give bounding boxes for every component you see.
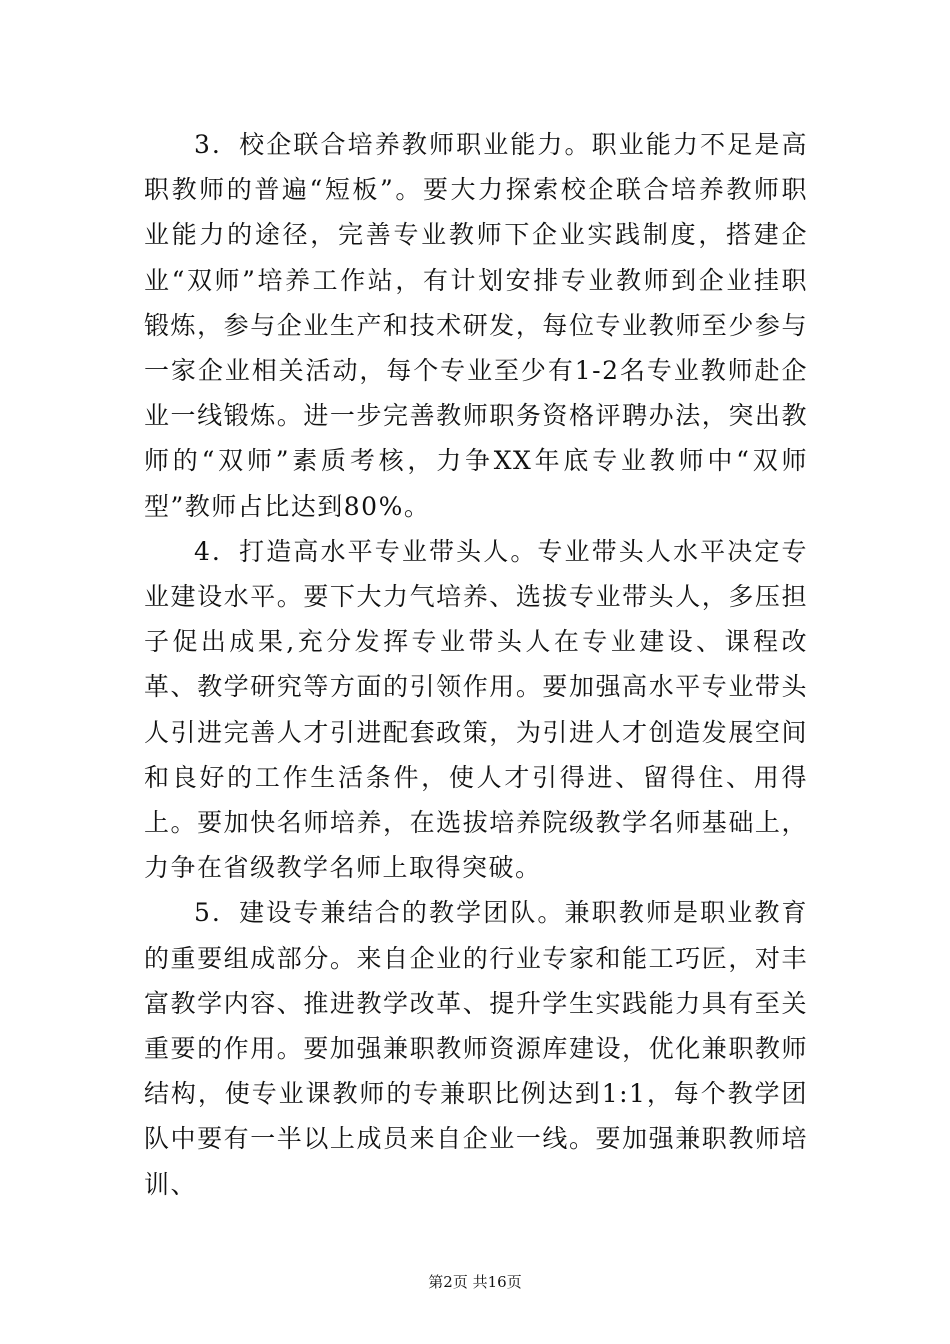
- document-body: [144, 122, 808, 1207]
- paragraph-4-professional-leaders: 4．打造高水平专业带头人。专业带头人水平决定专业建设水平。要下大力气培养、选拔专业带头人，多压担子促出成果,充分发挥专业带头人在专业建设、课程改革、教学研究等方面的引领作用。要加强高水平专业带头人引进完善人才引进配套政策，为引进人才创造发展空间和良好的工作生活条件，使人才引得进、留得住、用得上。要加快名师培养，在选拔培养院级教学名师基础上，力争在省级教学名师上取得突破。: [144, 536, 808, 883]
- page-number-footer: 第2页 共16页: [428, 1273, 522, 1291]
- paragraph-5-teaching-team: 5．建设专兼结合的教学团队。兼职教师是职业教育的重要组成部分。来自企业的行业专家和能工巧匠，对丰富教学内容、推进教学改革、提升学生实践能力具有至关重要的作用。要加强兼职教师资源库建设，优化兼职教师结构，使专业课教师的专兼职比例达到1:1，每个教学团队中要有一半以上成员来自企业一线。要加强兼职教师培训、: [144, 898, 808, 1199]
- paragraph-3-teacher-vocational-ability: 3．校企联合培养教师职业能力。职业能力不足是高职教师的普遍“短板”。要大力探索校企联合培养教师职业能力的途径，完善专业教师下企业实践制度，搭建企业“双师”培养工作站，有计划安排专业教师到企业挂职锻炼，参与企业生产和技术研发，每位专业教师至少参与一家企业相关活动，每个专业至少有1-2名专业教师赴企业一线锻炼。进一步完善教师职务资格评聘办法，突出教师的“双师”素质考核，力争XX年底专业教师中“双师型”教师占比达到80%。: [144, 130, 808, 521]
